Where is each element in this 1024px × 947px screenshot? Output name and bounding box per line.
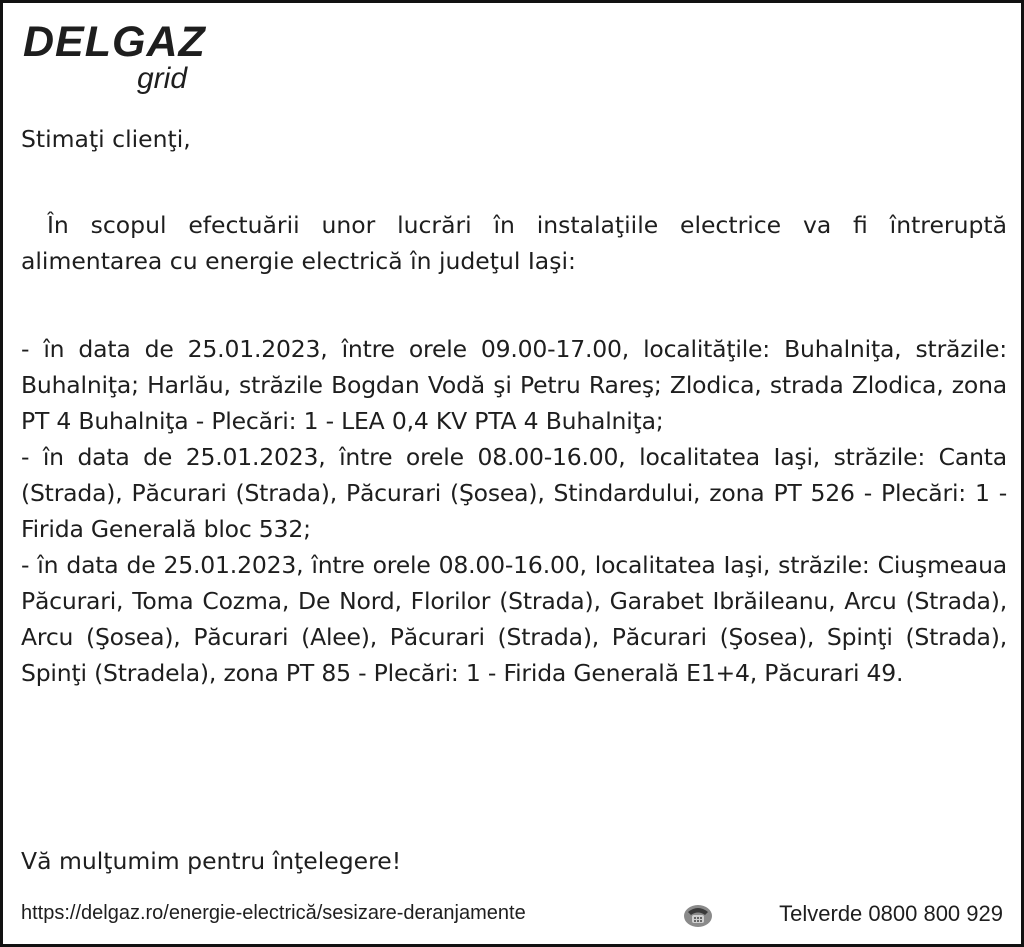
logo-name: DELGAZ [23,18,206,66]
toll-free-phone[interactable]: Telverde 0800 800 929 [779,901,1003,926]
outage-item: - în data de 25.01.2023, între orele 09.00-17.00, localităţile: Buhalniţa, străzile: Buhalniţa; Harlău, străzile Bogdan Vodă şi Petru Rareş; Zlodica, strada Zlodica, zona PT 4 Buhalniţa - Plecări: 1 - LEA 0,4 KV PTA 4 Buhalniţa; [21,335,1007,435]
footer-url-link[interactable]: https://delgaz.ro/energie-electrică/sesizare-deranjamente [21,902,526,924]
outage-item: - în data de 25.01.2023, între orele 08.00-16.00, localitatea Iaşi, străzile: Canta (Strada), Păcurari (Strada), Păcurari (Şosea), Stindardului, zona PT 526 - Plecări: 1 - Firida Generală bloc 532; [21,443,1007,543]
delgaz-grid-logo [23,18,223,101]
thanks-text: Vă mulţumim pentru înţelegere! [21,847,402,875]
telephone-icon [683,902,713,928]
outage-item: - în data de 25.01.2023, între orele 08.00-16.00, localitatea Iaşi, străzile: Ciuşmeaua Păcurari, Toma Cozma, De Nord, Florilor (Strada), Garabet Ibrăileanu, Arcu (Strada), Arcu (Şosea), Păcurari (Alee), Păcurari (Strada), Păcurari (Şosea), Spinţi (Strada), Spinţi (Stradela), zona PT 85 - Plecări: 1 - Firida Generală E1+4, Păcurari 49. [21,551,1007,687]
intro-paragraph: În scopul efectuării unor lucrări în instalaţiile electrice va fi întreruptă alimentarea cu energie electrică în judeţul Iaşi: [21,211,1007,275]
greeting: Stimaţi clienţi, [21,125,191,153]
logo-sub: grid [137,62,188,95]
outage-list [21,331,1007,691]
